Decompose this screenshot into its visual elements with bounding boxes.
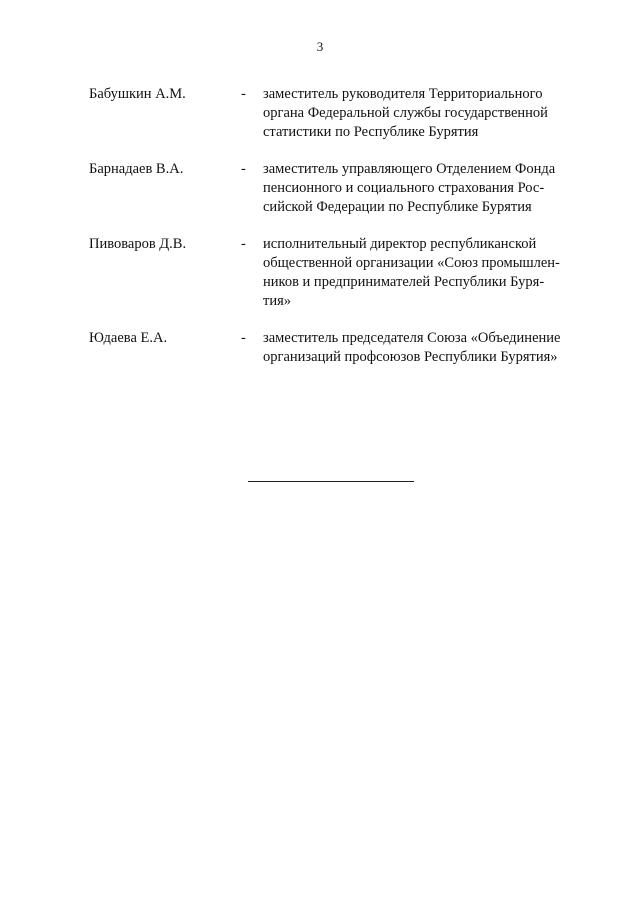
member-dash: -: [241, 86, 246, 102]
member-row: [89, 329, 577, 367]
member-name: Бабушкин А.М.: [89, 86, 186, 102]
member-dash: -: [241, 330, 246, 346]
end-separator-line: [248, 481, 414, 482]
member-dash: -: [241, 161, 246, 177]
member-position: заместитель управляющего Отделением Фонда пенсионного и социального страхования Рос- сийской Федерации по Республике Бурятия: [263, 161, 556, 215]
member-row: [89, 160, 577, 217]
member-row: [89, 235, 577, 311]
member-name: Пивоваров Д.В.: [89, 236, 187, 252]
member-position: исполнительный директор республиканской общественной организации «Союз промышлен- ников и предпринимателей Республики Буря- тия»: [263, 236, 560, 309]
members-list: [89, 85, 577, 385]
member-position: заместитель председателя Союза «Объединение организаций профсоюзов Республики Бурятия»: [263, 330, 561, 365]
member-name: Барнадаев В.А.: [89, 161, 184, 177]
page-number: 3: [316, 39, 324, 54]
member-position: заместитель руководителя Территориального органа Федеральной службы государственной статистики по Республике Бурятия: [263, 86, 548, 140]
member-name: Юдаева Е.А.: [89, 330, 168, 346]
member-row: [89, 85, 577, 142]
member-dash: -: [241, 236, 246, 252]
